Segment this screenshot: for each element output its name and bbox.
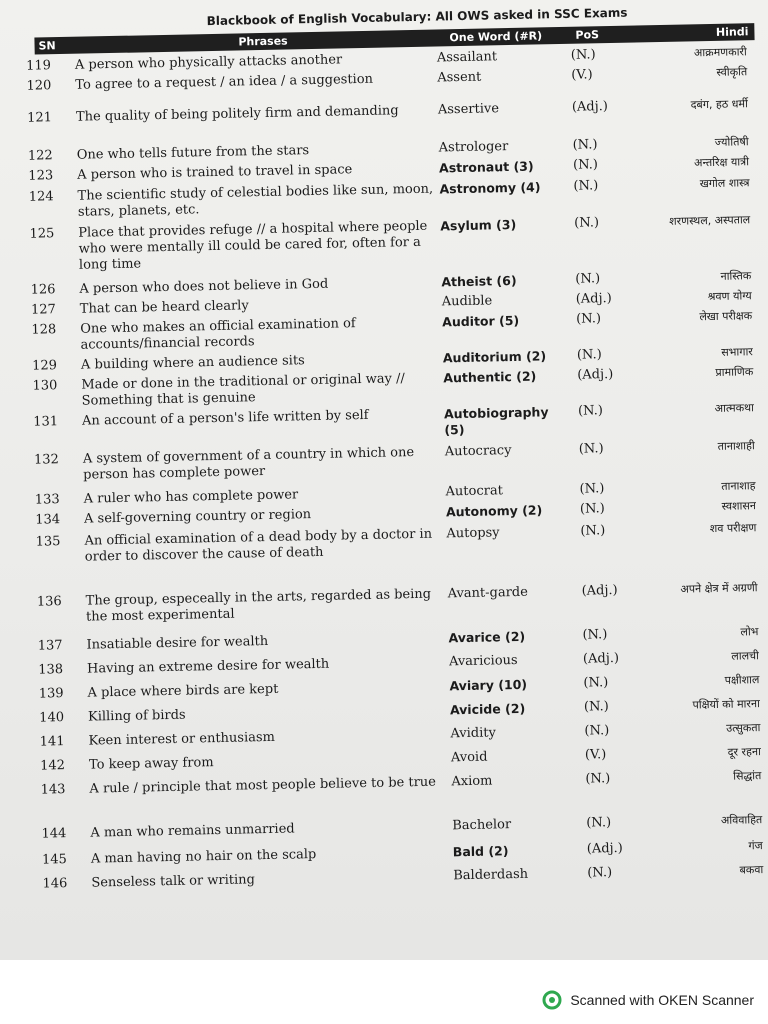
- row-sn: 142: [40, 758, 66, 774]
- row-pos: (Adj.): [571, 99, 609, 115]
- row-phrase: A person who physically attacks another: [74, 52, 343, 73]
- oken-scanner-logo-icon: [542, 990, 562, 1010]
- column-header-sn: SN: [38, 39, 56, 53]
- row-one-word: Bachelor: [452, 817, 512, 834]
- row-hindi: आत्मकथा: [714, 401, 755, 415]
- row-phrase: To keep away from: [88, 755, 214, 773]
- row-hindi: श्रवण योग्य: [707, 289, 752, 304]
- row-sn: 133: [34, 492, 60, 508]
- row-one-word: Asylum (3): [440, 216, 517, 234]
- row-phrase: Place that provides refuge // a hospital where people who were mentally ill could be cared for, often for a long time: [78, 218, 428, 273]
- row-pos: (N.): [574, 215, 600, 231]
- row-one-word: Assent: [437, 69, 482, 86]
- row-phrase: The scientific study of celestial bodies like sun, moon, stars, planets, etc.: [77, 181, 434, 220]
- row-phrase: The quality of being politely firm and demanding: [75, 103, 399, 125]
- row-one-word: Aviary (10): [449, 676, 528, 694]
- row-phrase: An official examination of a dead body by a doctor in order to discover the cause of death: [84, 526, 433, 565]
- row-sn: 123: [28, 168, 54, 184]
- row-hindi: पक्षीशाल: [724, 673, 760, 687]
- row-pos: (N.): [577, 403, 603, 419]
- row-hindi: सभागार: [721, 345, 753, 359]
- row-one-word: Astronaut (3): [438, 158, 534, 176]
- row-pos: (N.): [583, 699, 609, 715]
- document-title: Blackbook of English Vocabulary: All OWS asked in SSC Exams: [206, 5, 628, 29]
- row-sn: 146: [42, 876, 68, 892]
- row-sn: 141: [39, 734, 65, 750]
- row-pos: (N.): [582, 627, 608, 643]
- row-pos: (N.): [579, 501, 605, 517]
- row-one-word: Avicide (2): [449, 700, 526, 718]
- row-pos: (N.): [579, 481, 605, 497]
- row-one-word: Astrologer: [438, 139, 509, 156]
- row-phrase: Senseless talk or writing: [91, 872, 256, 891]
- row-phrase: A system of government of a country in which one person has complete power: [82, 445, 415, 483]
- row-hindi: खगोल शास्त्र: [699, 176, 750, 191]
- row-phrase: Made or done in the traditional or original way // Something that is genuine: [81, 371, 405, 409]
- row-sn: 124: [28, 189, 54, 205]
- row-pos: (N.): [580, 523, 606, 539]
- row-sn: 119: [25, 58, 52, 74]
- row-pos: (N.): [572, 157, 599, 173]
- row-pos: (N.): [572, 137, 598, 153]
- row-sn: 140: [39, 710, 65, 726]
- row-sn: 131: [33, 414, 59, 430]
- scanner-watermark: [542, 990, 754, 1010]
- row-sn: 122: [27, 148, 53, 164]
- row-hindi: अविवाहित: [720, 813, 763, 827]
- row-one-word: Autobiography (5): [443, 404, 549, 438]
- row-pos: (N.): [584, 723, 610, 739]
- row-one-word: Balderdash: [453, 866, 529, 884]
- row-one-word: Atheist (6): [441, 272, 517, 290]
- row-sn: 121: [27, 110, 53, 126]
- row-pos: (N.): [583, 675, 609, 691]
- row-pos: (N.): [573, 178, 599, 194]
- row-one-word: Bald (2): [452, 843, 509, 860]
- column-header-hindi: Hindi: [715, 25, 749, 39]
- row-one-word: Authentic (2): [443, 368, 537, 386]
- row-one-word: Autocrat: [445, 483, 504, 500]
- row-hindi: दबंग, हठ धर्मी: [690, 97, 748, 112]
- row-sn: 137: [37, 638, 63, 654]
- row-phrase: Having an extreme desire for wealth: [86, 656, 330, 677]
- row-one-word: Assailant: [436, 49, 498, 66]
- row-phrase: One who tells future from the stars: [76, 143, 310, 163]
- row-sn: 134: [35, 512, 61, 528]
- row-hindi: स्वशासन: [721, 499, 757, 513]
- row-one-word: Avaricious: [448, 652, 518, 670]
- row-hindi: तानाशाही: [717, 439, 755, 453]
- row-phrase: A self-governing country or region: [83, 507, 312, 527]
- row-hindi: लालची: [731, 649, 760, 663]
- table-row: [24, 580, 764, 625]
- row-pos: (Adj.): [581, 582, 618, 599]
- row-phrase: That can be heard clearly: [79, 298, 249, 317]
- row-sn: 139: [38, 686, 64, 702]
- row-hindi: शव परीक्षण: [709, 521, 757, 536]
- row-hindi: लोभ: [740, 625, 759, 639]
- row-sn: 145: [41, 852, 68, 868]
- row-pos: (Adj.): [582, 650, 620, 667]
- row-sn: 128: [31, 322, 57, 338]
- row-phrase: A person who is trained to travel in space: [77, 162, 353, 183]
- row-sn: 127: [30, 302, 57, 318]
- row-pos: (N.): [585, 771, 611, 787]
- row-pos: (N.): [576, 347, 602, 363]
- row-sn: 130: [32, 378, 58, 394]
- row-hindi: बकवा: [739, 863, 764, 877]
- row-one-word: Autopsy: [446, 525, 500, 542]
- row-one-word: Audible: [441, 293, 493, 310]
- row-one-word: Avarice (2): [448, 628, 526, 646]
- row-phrase: The group, especeally in the arts, regarded as being the most experimental: [85, 586, 432, 625]
- row-sn: 125: [29, 226, 55, 242]
- row-hindi: आक्रमणकारी: [693, 45, 747, 60]
- row-pos: (Adj.): [586, 840, 623, 857]
- row-phrase: A man having no hair on the scalp: [90, 847, 317, 867]
- table-row: [28, 812, 768, 842]
- row-one-word: Avoid: [450, 749, 488, 766]
- row-sn: 132: [33, 452, 60, 468]
- row-phrase: Killing of birds: [87, 707, 186, 725]
- row-pos: (Adj.): [575, 291, 612, 307]
- row-hindi: अन्तरिक्ष यात्री: [693, 155, 750, 170]
- row-sn: 120: [26, 78, 52, 94]
- row-hindi: सिद्धांत: [733, 769, 762, 783]
- scanner-label: Scanned with OKEN Scanner: [570, 992, 754, 1008]
- row-sn: 135: [35, 534, 61, 550]
- row-hindi: तानाशाह: [721, 479, 756, 493]
- row-pos: (N.): [586, 815, 612, 831]
- row-hindi: दूर रहना: [727, 745, 762, 759]
- row-pos: (N.): [576, 311, 602, 327]
- row-sn: 136: [36, 594, 62, 610]
- row-one-word: Autocracy: [444, 443, 512, 460]
- row-phrase: One who makes an official examination of accounts/financial records: [80, 316, 356, 353]
- row-phrase: A rule / principle that most people believe to be true: [89, 774, 437, 797]
- row-pos: (Adj.): [577, 367, 614, 383]
- vocabulary-document: [12, 3, 768, 892]
- row-hindi: पक्षियों को मारना: [692, 697, 761, 712]
- row-pos: (N.): [570, 47, 596, 63]
- column-header-one-word: One Word (#R): [449, 29, 543, 45]
- row-one-word: Astronomy (4): [439, 179, 541, 197]
- column-header-pos: PoS: [575, 28, 600, 42]
- table-row: [24, 624, 764, 654]
- row-hindi: प्रामाणिक: [715, 365, 754, 379]
- row-hindi: उत्सुकता: [726, 721, 761, 735]
- row-pos: (V.): [571, 67, 593, 83]
- row-hindi: स्वीकृति: [716, 65, 748, 79]
- row-phrase: A person who does not believe in God: [79, 276, 329, 297]
- row-one-word: Auditorium (2): [442, 348, 547, 366]
- row-hindi: अपने क्षेत्र में अग्रणी: [680, 581, 758, 596]
- row-phrase: Insatiable desire for wealth: [86, 633, 269, 653]
- row-sn: 143: [40, 782, 66, 798]
- row-sn: 126: [30, 282, 56, 298]
- column-header-phrases: Phrases: [238, 34, 288, 49]
- row-pos: (N.): [578, 441, 604, 457]
- row-pos: (N.): [587, 865, 613, 881]
- row-one-word: Avidity: [450, 725, 497, 742]
- row-one-word: Auditor (5): [442, 312, 520, 330]
- row-one-word: Avant-garde: [447, 584, 529, 602]
- row-one-word: Assertive: [437, 101, 500, 118]
- table-row: [14, 96, 754, 126]
- row-phrase: A place where birds are kept: [87, 681, 279, 701]
- row-phrase: To agree to a request / an idea / a suggestion: [75, 71, 374, 93]
- row-phrase: A building where an audience sits: [80, 353, 305, 373]
- row-hindi: शरणस्थल, अस्पताल: [669, 213, 751, 228]
- row-phrase: An account of a person's life written by self: [81, 407, 369, 429]
- row-pos: (N.): [575, 271, 601, 287]
- row-one-word: Axiom: [451, 773, 493, 790]
- row-phrase: Keen interest or enthusiasm: [88, 729, 276, 749]
- row-sn: 138: [38, 662, 64, 678]
- row-pos: (V.): [584, 747, 607, 763]
- row-one-word: Autonomy (2): [445, 502, 543, 520]
- row-phrase: A ruler who has complete power: [83, 487, 299, 507]
- row-hindi: लेखा परीक्षक: [699, 309, 753, 324]
- row-sn: 129: [32, 358, 58, 374]
- row-hindi: ज्योतिषी: [714, 135, 749, 149]
- row-hindi: नास्तिक: [720, 269, 752, 283]
- row-sn: 144: [41, 826, 67, 842]
- row-phrase: A man who remains unmarried: [90, 821, 295, 841]
- table-row: [21, 438, 761, 483]
- scanner-footer: [0, 960, 768, 1024]
- row-hindi: गंज: [748, 839, 763, 853]
